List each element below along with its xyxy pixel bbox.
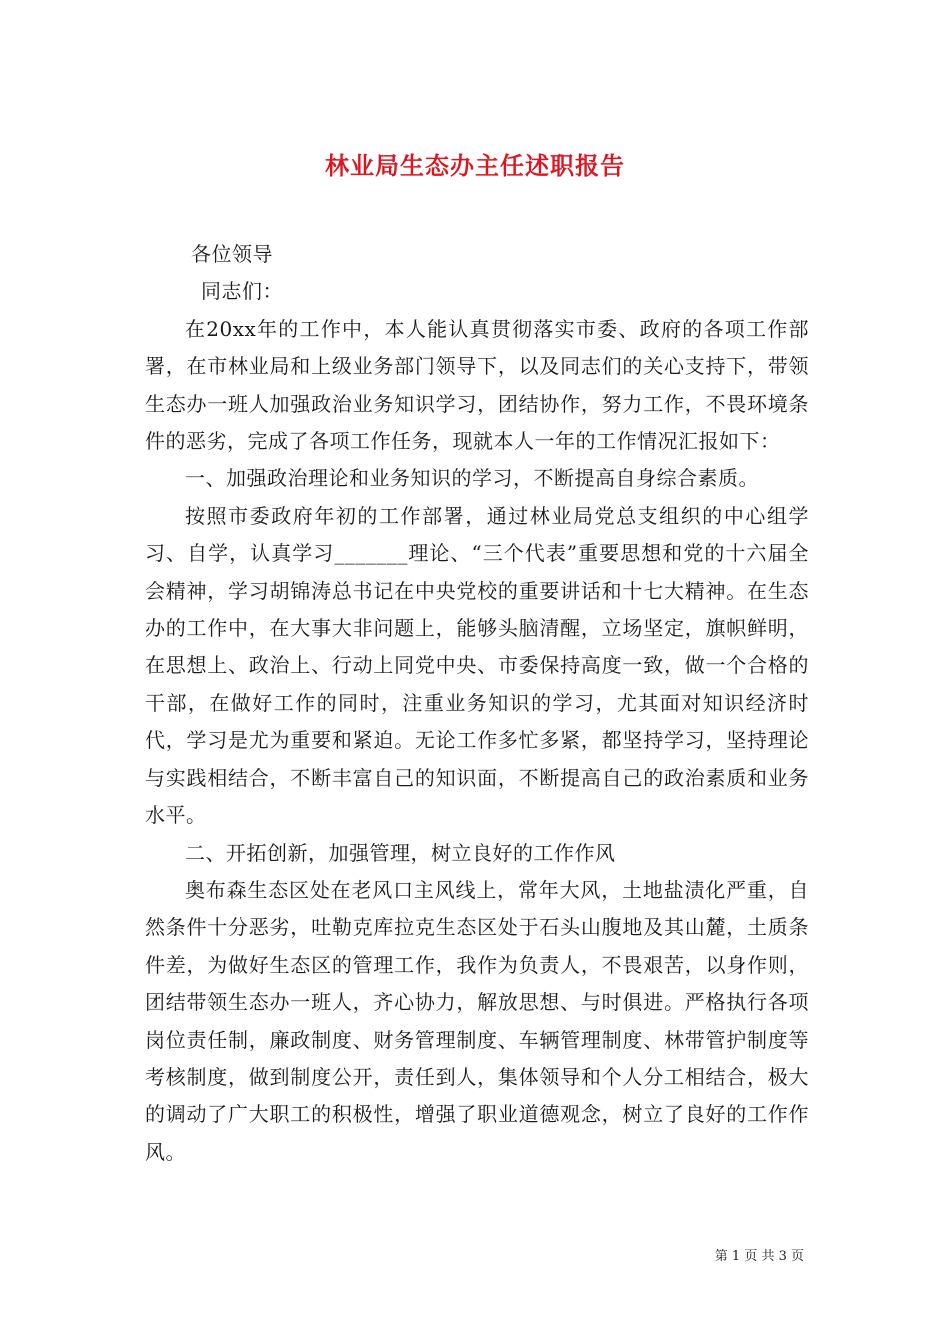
document-body xyxy=(145,236,809,1171)
salutation-comrades: 同志们： xyxy=(201,279,283,304)
page-number: 第 1 页 共 3 页 xyxy=(714,1249,804,1264)
document-title: 林业局生态办主任述职报告 xyxy=(325,151,625,181)
intro-paragraph: 在20xx年的工作中，本人能认真贯彻落实市委、政府的各项工作部署，在市林业局和上级业务部门领导下，以及同志们的关心支持下，带领生态办一班人加强政治业务知识学习，团结协作，努力工作，不畏环境条件的恶劣，完成了各项工作任务，现就本人一年的工作情况汇报如下： xyxy=(145,316,809,454)
salutation-leaders: 各位领导 xyxy=(191,242,273,266)
section-heading-2: 二、开拓创新，加强管理，树立良好的工作作风 xyxy=(185,840,616,865)
section-1-paragraph: 按照市委政府年初的工作部署，通过林业局党总支组织的中心组学习、自学，认真学习_______理论、“三个代表”重要思想和党的十六届全会精神，学习胡锦涛总书记在中央党校的重要讲话和十七大精神。在生态办的工作中，在大事大非问题上，能够头脑清醒，立场坚定，旗帜鲜明，在思想上、政治上、行动上同党中央、市委保持高度一致，做一个合格的干部，在做好工作的同时，注重业务知识的学习，尤其面对知识经济时代，学习是尤为重要和紧迫。无论工作多忙多紧，都坚持学习，坚持理论与实践相结合，不断丰富自己的知识面，不断提高自己的政治素质和业务水平。 xyxy=(145,503,809,828)
section-2-paragraph: 奥布森生态区处在老风口主风线上，常年大风，土地盐渍化严重，自然条件十分恶劣，吐勒克库拉克生态区处于石头山腹地及其山麓，土质条件差，为做好生态区的管理工作，我作为负责人，不畏艰苦，以身作则，团结带领生态办一班人，齐心协力，解放思想、与时俱进。严格执行各项岗位责任制，廉政制度、财务管理制度、车辆管理制度、林带管护制度等考核制度，做到制度公开，责任到人，集体领导和个人分工相结合，极大的调动了广大职工的积极性，增强了职业道德观念，树立了良好的工作作风。 xyxy=(145,877,809,1164)
section-heading-1: 一、加强政治理论和业务知识的学习，不断提高自身综合素质。 xyxy=(185,466,759,491)
